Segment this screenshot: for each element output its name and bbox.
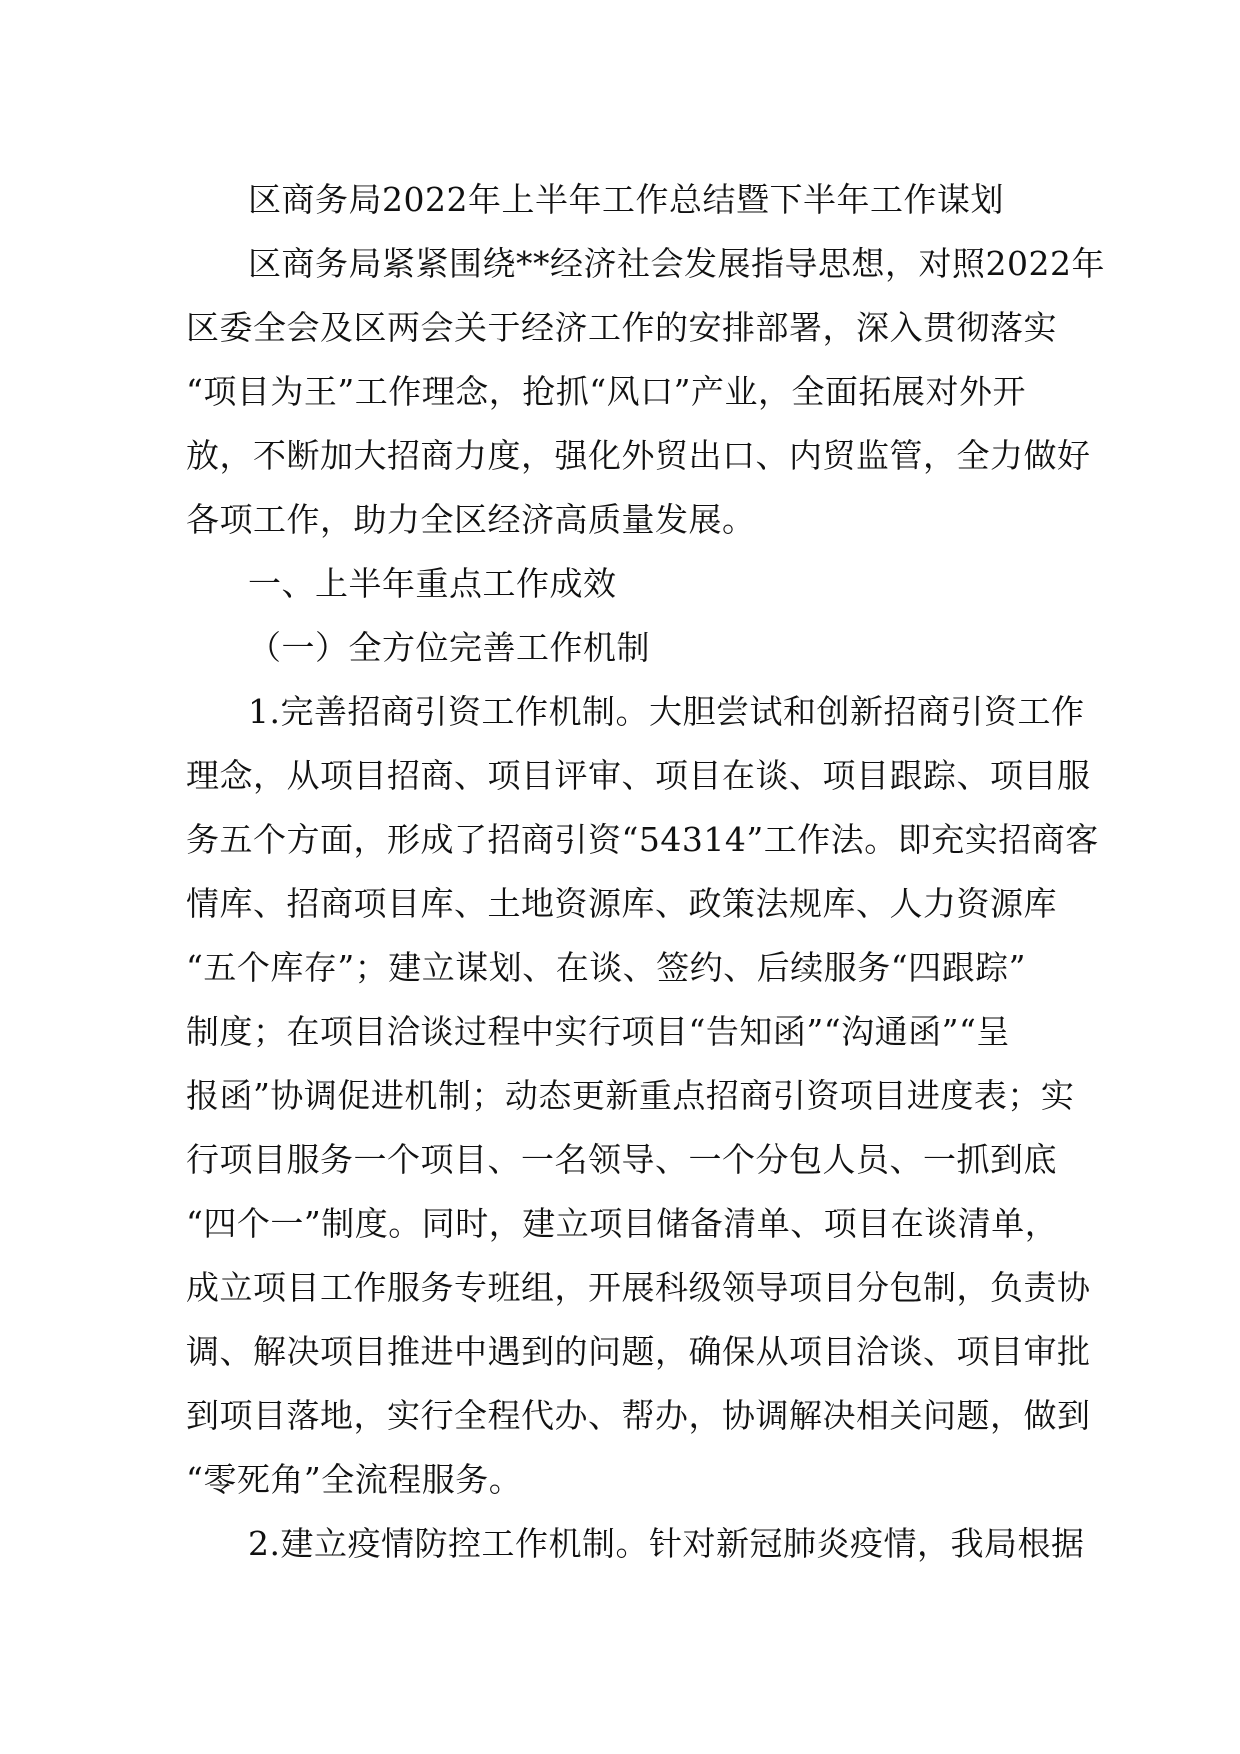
- paragraph-item-1-line: 1.完善招商引资工作机制。大胆尝试和创新招商引资工作: [248, 692, 1085, 731]
- paragraph-item-1-line: 务五个方面，形成了招商引资“54314”工作法。即充实招商客: [186, 820, 1099, 859]
- paragraph-item-1-line: 行项目服务一个项目、一名领导、一个分包人员、一抓到底: [186, 1140, 1057, 1179]
- paragraph-intro-line: “项目为王”工作理念，抢抓“风口”产业，全面拓展对外开: [186, 372, 1026, 411]
- paragraph-item-1-line: “零死角”全流程服务。: [186, 1460, 523, 1499]
- paragraph-intro-line: 区委全会及区两会关于经济工作的安排部署，深入贯彻落实: [186, 308, 1057, 347]
- paragraph-item-1-line: “四个一”制度。同时，建立项目储备清单、项目在谈清单，: [186, 1204, 1059, 1243]
- paragraph-item-1-line: 报函”协调促进机制；动态更新重点招商引资项目进度表；实: [186, 1076, 1075, 1115]
- section-heading: 一、上半年重点工作成效: [248, 564, 617, 603]
- subsection-heading: （一）全方位完善工作机制: [248, 628, 650, 667]
- paragraph-item-2-line: 2.建立疫情防控工作机制。针对新冠肺炎疫情，我局根据: [248, 1524, 1085, 1563]
- paragraph-intro-line: 各项工作，助力全区经济高质量发展。: [186, 500, 756, 539]
- document-title: 区商务局2022年上半年工作总结暨下半年工作谋划: [248, 180, 1004, 219]
- paragraph-intro-line: 放，不断加大招商力度，强化外贸出口、内贸监管，全力做好: [186, 436, 1091, 475]
- paragraph-item-1-line: 到项目落地，实行全程代办、帮办，协调解决相关问题，做到: [186, 1396, 1091, 1435]
- document-body: [186, 168, 1105, 1576]
- paragraph-item-1-line: “五个库存”；建立谋划、在谈、签约、后续服务“四跟踪”: [186, 948, 1026, 987]
- paragraph-item-1-line: 情库、招商项目库、土地资源库、政策法规库、人力资源库: [186, 884, 1057, 923]
- paragraph-item-1-line: 理念，从项目招商、项目评审、项目在谈、项目跟踪、项目服: [186, 756, 1091, 795]
- paragraph-item-1-line: 成立项目工作服务专班组，开展科级领导项目分包制，负责协: [186, 1268, 1091, 1307]
- paragraph-intro-line: 区商务局紧紧围绕**经济社会发展指导思想，对照2022年: [248, 244, 1105, 283]
- paragraph-item-1-line: 调、解决项目推进中遇到的问题，确保从项目洽谈、项目审批: [186, 1332, 1091, 1371]
- paragraph-item-1-line: 制度；在项目洽谈过程中实行项目“告知函”“沟通函”“呈: [186, 1012, 1010, 1051]
